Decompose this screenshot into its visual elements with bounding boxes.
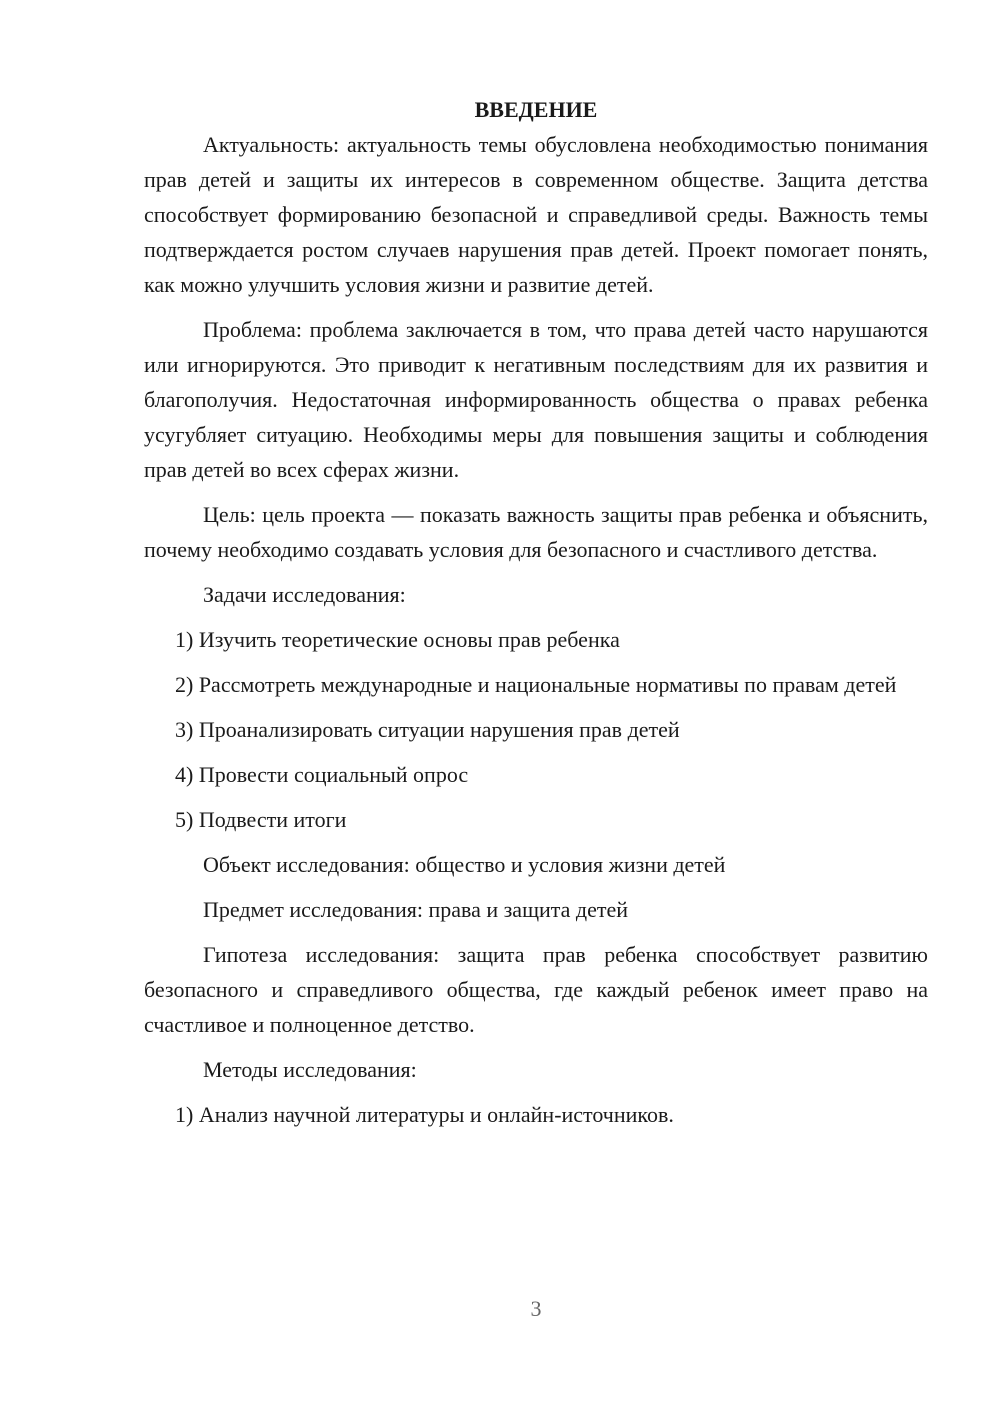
relevance-paragraph: Актуальность: актуальность темы обусловлена необходимостью понимания прав детей и защиты их интересов в современном обществе. Защита детства способствует формированию безопасной и справедливой среды. Важность темы подтверждается ростом случаев нарушения прав детей. Проект помогает понять, как можно улучшить условия жизни и развитие детей. (144, 132, 928, 297)
page-number: 3 (530, 1296, 542, 1321)
goal-paragraph: Цель: цель проекта — показать важность защиты прав ребенка и объяснить, почему необходимо создавать условия для безопасного и счастливого детства. (144, 502, 928, 562)
hypothesis-paragraph: Гипотеза исследования: защита прав ребенка способствует развитию безопасного и справедливого общества, где каждый ребенок имеет право на счастливое и полноценное детство. (144, 942, 928, 1037)
methods-heading: Методы исследования: (203, 1057, 417, 1082)
research-object: Объект исследования: общество и условия жизни детей (203, 852, 726, 877)
task-item: 4) Провести социальный опрос (175, 762, 469, 787)
problem-paragraph: Проблема: проблема заключается в том, что права детей часто нарушаются или игнорируются. Это приводит к негативным последствиям для их развития и благополучия. Недостаточная информированность общества о правах ребенка усугубляет ситуацию. Необходимы меры для повышения защиты и соблюдения прав детей во всех сферах жизни. (144, 317, 928, 482)
method-item: 1) Анализ научной литературы и онлайн-источников. (175, 1102, 674, 1127)
task-item: 3) Проанализировать ситуации нарушения прав детей (175, 717, 680, 742)
task-item: 1) Изучить теоретические основы прав ребенка (175, 627, 620, 652)
document-body (144, 92, 928, 1142)
page-title: ВВЕДЕНИЕ (474, 97, 598, 122)
research-subject: Предмет исследования: права и защита детей (203, 897, 629, 922)
task-item: 5) Подвести итоги (175, 807, 347, 832)
task-item: 2) Рассмотреть международные и национальные нормативы по правам детей (175, 672, 897, 697)
tasks-heading: Задачи исследования: (203, 582, 406, 607)
